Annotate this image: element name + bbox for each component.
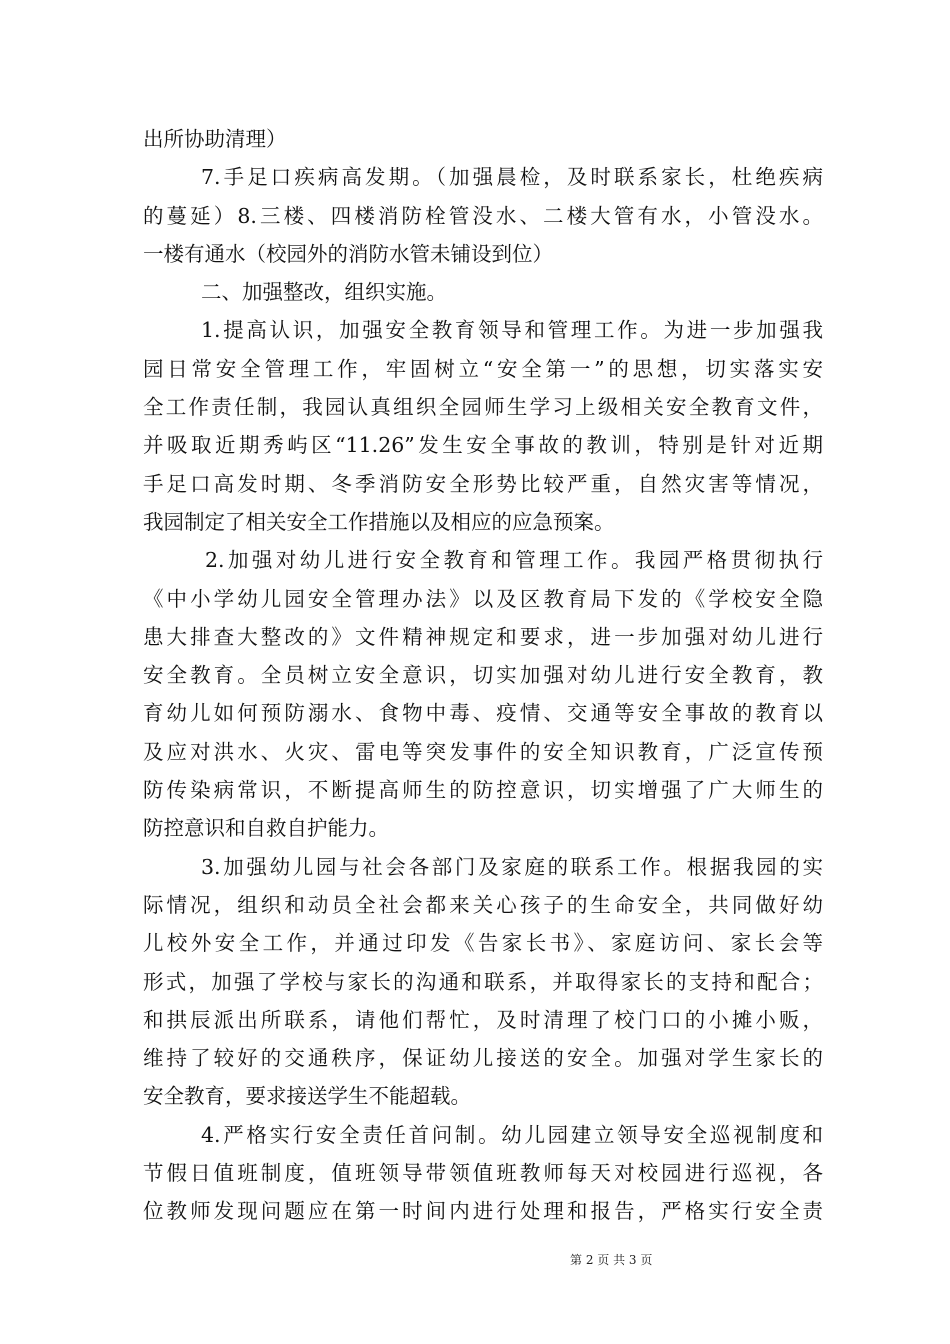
text-line: 和拱辰派出所联系，请他们帮忙，及时清理了校门口的小摊小贩，: [143, 1007, 823, 1032]
text-line: 二、加强整改，组织实施。: [201, 280, 447, 305]
text-line: 手足口高发时期、冬季消防安全形势比较严重，自然灾害等情况，: [143, 471, 823, 496]
text-line: 节假日值班制度，值班领导带领值班教师每天对校园进行巡视，各: [143, 1161, 823, 1186]
text-line: 安全教育，要求接送学生不能超载。: [143, 1084, 471, 1109]
text-line: 3.加强幼儿园与社会各部门及家庭的联系工作。根据我园的实: [201, 854, 823, 879]
text-line: 防控意识和自救自护能力。: [143, 816, 389, 841]
text-line: 形式，加强了学校与家长的沟通和联系，并取得家长的支持和配合；: [143, 969, 823, 994]
text-line: 《中小学幼儿园安全管理办法》以及区教育局下发的《学校安全隐: [143, 586, 823, 611]
text-line: 我园制定了相关安全工作措施以及相应的应急预案。: [143, 509, 615, 534]
text-line: 并吸取近期秀屿区“11.26”发生安全事故的教训，特别是针对近期: [143, 433, 823, 458]
text-line: 的蔓延）8.三楼、四楼消防栓管没水、二楼大管有水，小管没水。: [143, 203, 823, 228]
text-line: 际情况，组织和动员全社会都来关心孩子的生命安全，共同做好幼: [143, 892, 823, 917]
text-line: 全工作责任制，我园认真组织全园师生学习上级相关安全教育文件，: [143, 395, 823, 420]
text-line: 儿校外安全工作，并通过印发《告家长书》、家庭访问、家长会等: [143, 931, 823, 956]
text-line: 安全教育。全员树立安全意识，切实加强对幼儿进行安全教育，教: [143, 663, 823, 688]
page-number-footer: 第 2 页 共 3 页: [570, 1253, 653, 1267]
text-line: 7.手足口疾病高发期。（加强晨检，及时联系家长，杜绝疾病: [201, 165, 823, 190]
text-line: 4.严格实行安全责任首问制。幼儿园建立领导安全巡视制度和: [201, 1122, 823, 1147]
document-body: [143, 120, 823, 1231]
text-line: 育幼儿如何预防溺水、食物中毒、疫情、交通等安全事故的教育以: [143, 701, 823, 726]
text-line: 位教师发现问题应在第一时间内进行处理和报告，严格实行安全责: [143, 1199, 823, 1224]
text-line: 防传染病常识，不断提高师生的防控意识，切实增强了广大师生的: [143, 778, 823, 803]
text-line: 2.加强对幼儿进行安全教育和管理工作。我园严格贯彻执行: [205, 548, 823, 573]
text-line: 园日常安全管理工作，牢固树立“安全第一”的思想，切实落实安: [143, 356, 823, 381]
text-line: 1.提高认识，加强安全教育领导和管理工作。为进一步加强我: [201, 318, 823, 343]
text-line: 出所协助清理）: [143, 127, 287, 151]
text-line: 患大排查大整改的》文件精神规定和要求，进一步加强对幼儿进行: [143, 624, 823, 649]
text-line: 及应对洪水、火灾、雷电等突发事件的安全知识教育，广泛宣传预: [143, 739, 823, 764]
text-line: 一楼有通水（校园外的消防水管未铺设到位）: [143, 241, 553, 266]
text-line: 维持了较好的交通秩序，保证幼儿接送的安全。加强对学生家长的: [143, 1046, 823, 1071]
